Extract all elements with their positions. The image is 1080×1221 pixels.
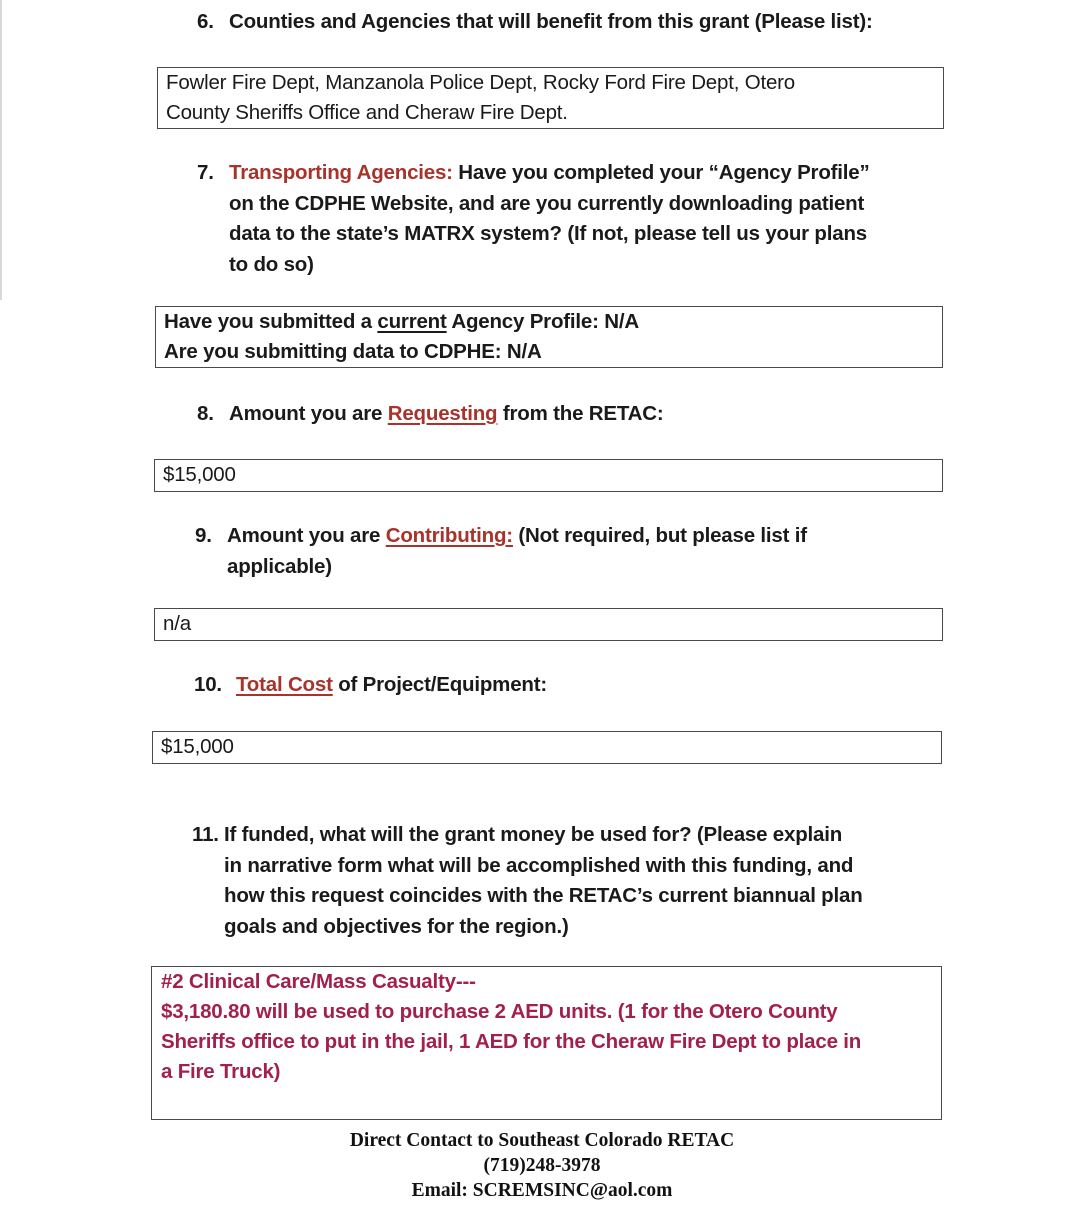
page-edge — [0, 0, 2, 300]
question-number: 9. — [195, 524, 212, 547]
question-number: 8. — [197, 402, 214, 425]
answer-box-9[interactable] — [154, 608, 943, 641]
question-text: applicable) — [227, 554, 332, 578]
question-number: 11. — [192, 823, 219, 846]
question-text: of Project/Equipment: — [332, 673, 547, 696]
question-number: 6. — [197, 10, 214, 33]
question-highlight: Total Cost — [236, 673, 333, 696]
question-highlight: Transporting Agencies: — [229, 161, 453, 184]
answer-line-1 — [164, 307, 934, 337]
answer-line: County Sheriffs Office and Cheraw Fire Dept. — [166, 101, 568, 124]
question-text: (Not required, but please list if — [512, 524, 807, 547]
answer-box-10[interactable] — [152, 731, 942, 764]
question-6 — [197, 7, 873, 38]
question-number: 10. — [194, 673, 222, 696]
question-text: from the RETAC: — [497, 402, 664, 425]
answer-text: Have you submitted a — [164, 310, 378, 333]
footer-contact — [2, 1128, 1080, 1203]
question-8 — [197, 399, 663, 430]
answer-line: a Fire Truck) — [161, 1060, 281, 1083]
question-number: 7. — [197, 161, 214, 184]
question-text: Counties and Agencies that will benefit from this grant (Please list): — [229, 10, 873, 33]
answer-line-2: Are you submitting data to CDPHE: N/A — [164, 340, 542, 363]
question-text: Amount you are — [229, 402, 388, 425]
question-highlight: Requesting — [387, 402, 498, 425]
question-text: in narrative form what will be accomplished with this funding, and — [224, 853, 854, 877]
question-highlight: Contributing: — [385, 524, 513, 547]
answer-line: $3,180.80 will be used to purchase 2 AED units. (1 for the Otero County — [161, 1000, 838, 1023]
answer-box-7[interactable] — [155, 306, 943, 368]
answer-text: Agency Profile: N/A — [446, 310, 639, 333]
question-9 — [195, 521, 807, 582]
question-text: how this request coincides with the RETAC’s current biannual plan — [224, 884, 863, 907]
answer-line: Fowler Fire Dept, Manzanola Police Dept, Rocky Ford Fire Dept, Otero — [166, 71, 795, 94]
answer-value: n/a — [163, 612, 191, 635]
answer-underlined: current — [377, 310, 447, 333]
answer-line: Sheriffs office to put in the jail, 1 AED for the Cheraw Fire Dept to place in — [161, 1030, 862, 1053]
question-text: Amount you are — [227, 524, 386, 547]
footer-phone: (719)248-3978 — [483, 1155, 601, 1176]
question-10 — [194, 670, 547, 701]
question-11 — [192, 820, 863, 942]
answer-box-11[interactable] — [151, 966, 942, 1120]
question-7 — [197, 158, 870, 280]
question-text: Have you completed your “Agency Profile” — [452, 161, 870, 184]
footer-title: Direct Contact to Southeast Colorado RETAC — [349, 1130, 735, 1151]
question-text: on the CDPHE Website, and are you currently downloading patient — [229, 191, 865, 215]
question-text: to do so) — [229, 252, 314, 276]
answer-value: $15,000 — [163, 463, 236, 486]
answer-box-8[interactable] — [154, 459, 943, 492]
question-text: goals and objectives for the region.) — [224, 914, 569, 938]
question-text: data to the state’s MATRX system? (If not, please tell us your plans — [229, 222, 867, 245]
answer-value: $15,000 — [161, 735, 234, 758]
answer-line: #2 Clinical Care/Mass Casualty--- — [161, 970, 476, 993]
answer-box-6[interactable] — [157, 67, 944, 129]
question-text: If funded, what will the grant money be used for? (Please explain — [224, 823, 843, 846]
footer-email: Email: SCREMSINC@aol.com — [411, 1180, 673, 1201]
